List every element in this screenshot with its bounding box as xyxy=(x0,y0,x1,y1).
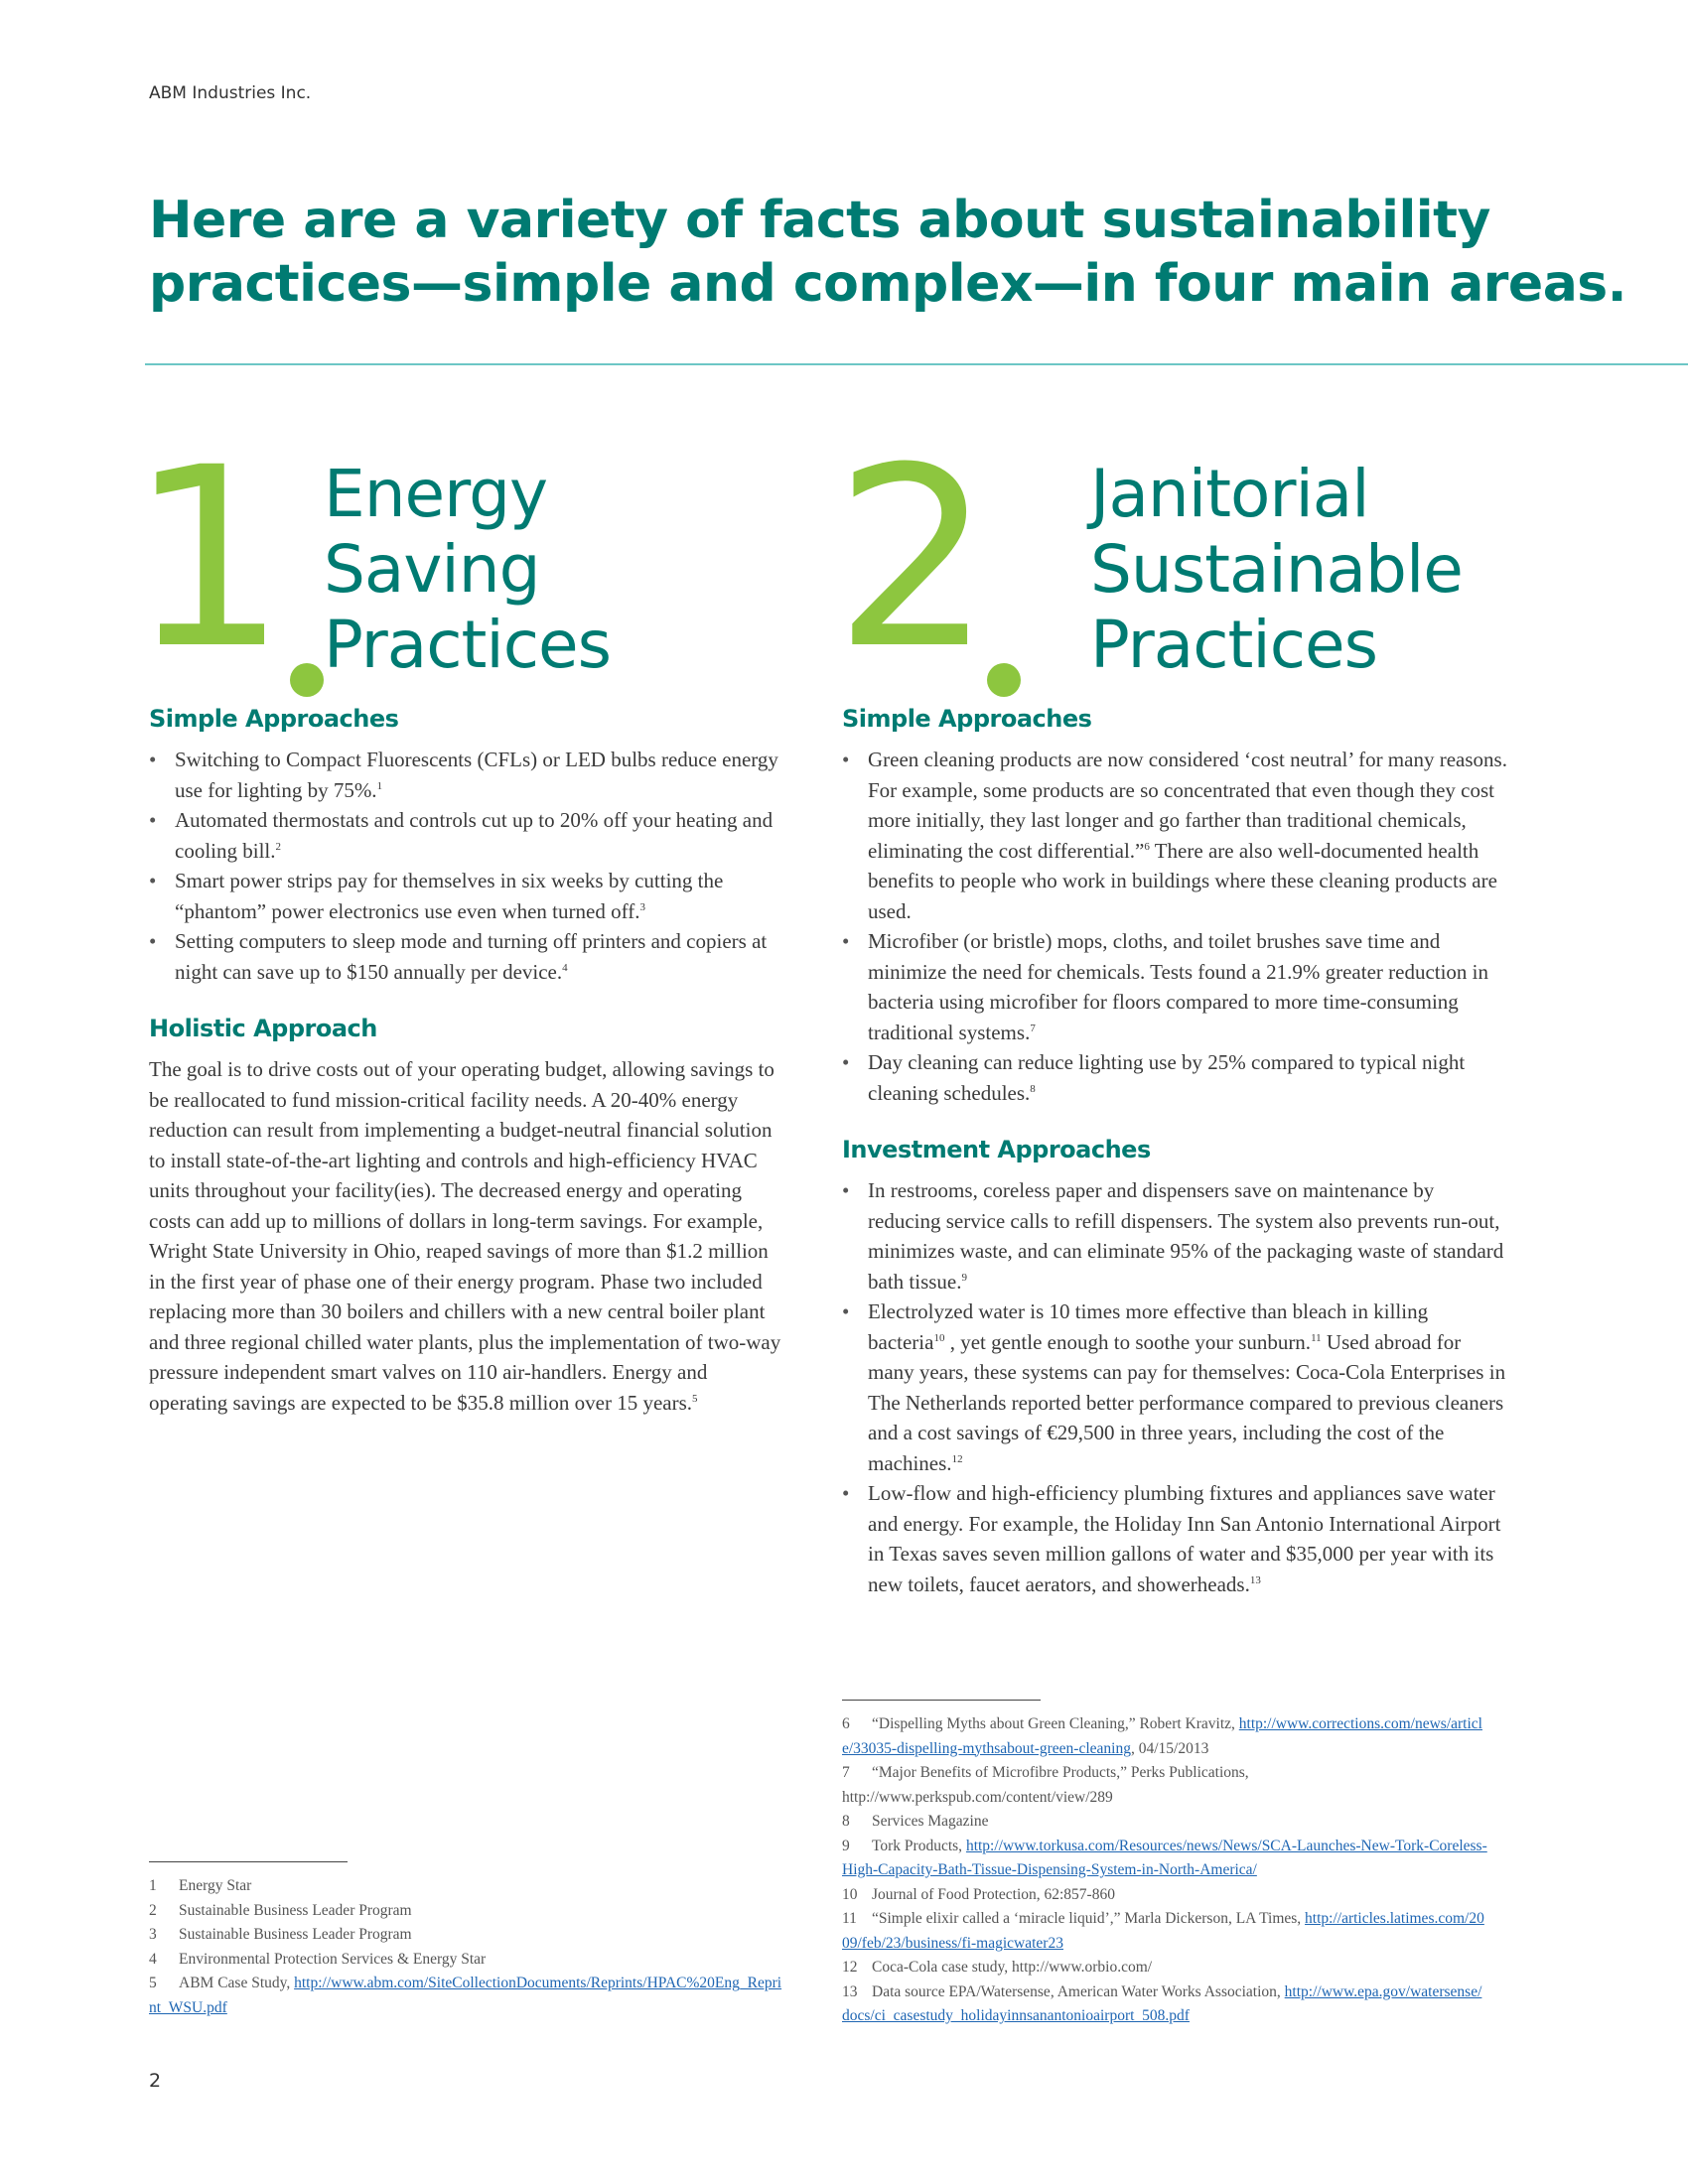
footnotes-right xyxy=(842,1700,1487,2029)
section-1-title-line: Practices xyxy=(324,607,611,683)
section-2-title xyxy=(1090,457,1463,683)
list-item: • Low-flow and high-efficiency plumbing fixtures and appliances save water and energy. For example, the Holiday Inn San Antonio International Airport in Texas saves seven million gallons of water and $35,000 per year with its new toilets, faucet aerators, and showerheads.$^{13}$ xyxy=(842,1478,1507,1599)
footnote-ref: 13 xyxy=(1249,1573,1261,1586)
headline-line-1: Here are a variety of facts about sustainability xyxy=(149,191,1490,250)
bullet-list xyxy=(842,1175,1507,1599)
bullet-list xyxy=(149,745,784,987)
footnote-link[interactable]: http://www.corrections.com/news/article/33035-dispelling-mythsabout-green-cleaning xyxy=(842,1715,1482,1757)
footnote: 3 Sustainable Business Leader Program xyxy=(149,1926,412,1943)
page-headline xyxy=(149,189,1626,316)
footnote-ref: 8 xyxy=(1030,1082,1036,1095)
list-item: • Green cleaning products are now considered ‘cost neutral’ for many reasons. For example, some products are so concentrated that even though they cost more initially, they last longer and go farther than traditional chemicals, eliminating the cost differential.”$^6$ There are also well-documented health benefits to people who work in buildings where these cleaning products are used. xyxy=(842,745,1507,926)
bullet-list xyxy=(842,745,1507,1108)
footnote: 9 Tork Products, http://www.torkusa.com/Resources/news/News/SCA-Launches-New-Tork-Coreless-High-Capacity-Bath-Tissue-Dispensing-System-in-North-America/ xyxy=(842,1837,1487,1878)
footnote: 4 Environmental Protection Services & Energy Star xyxy=(149,1950,487,1968)
footnote-ref: 9 xyxy=(961,1271,967,1284)
holistic-paragraph: The goal is to drive costs out of your operating budget, allowing savings to be reallocated to fund mission-critical facility needs. A 20-40% energy reduction can result from implementing a budget-neutral financial solution to install state-of-the-art lighting and controls and high-efficiency HVAC units throughout your facility(ies). The decreased energy and operating costs can add up to millions of dollars in long-term savings. For example, Wright State University in Ohio, reaped savings of more than $1.2 million in the first year of phase one of their energy program. Phase two included replacing more than 30 boilers and chillers with a new central boiler plant and three regional chilled water plants, plus the implementation of two-way pressure independent smart valves on 110 air-handlers. Energy and operating savings are expected to be $35.8 million over 15 years.$^5$ xyxy=(149,1057,781,1415)
footnote: 7 “Major Benefits of Microfibre Products,” Perks Publications, http://www.perkspub.com/content/view/289 xyxy=(842,1764,1249,1806)
footnote-ref: 5 xyxy=(692,1392,698,1405)
section-1-number: 1 xyxy=(129,414,282,703)
footnotes-left xyxy=(149,1861,784,2020)
list-item: • Switching to Compact Fluorescents (CFLs) or LED bulbs reduce energy use for lighting by 75%.$^1$ xyxy=(149,745,784,805)
footnote: 8 Services Magazine xyxy=(842,1813,989,1830)
section-2-number: 2 xyxy=(834,414,987,703)
footnote-ref: 3 xyxy=(639,900,645,913)
footnote-ref: 7 xyxy=(1030,1022,1036,1034)
section-1-title-line: Saving xyxy=(324,531,540,608)
footnote-link[interactable]: http://www.torkusa.com/Resources/news/News/SCA-Launches-New-Tork-Coreless-High-Capacity-Bath-Tissue-Dispensing-System-in-North-America/ xyxy=(842,1837,1487,1878)
list-item: • Electrolyzed water is 10 times more effective than bleach in killing bacteria$^{10}$ , yet gentle enough to soothe your sunburn.$^{11}$ Used abroad for many years, these systems can pay for themselves: Coca-Cola Enterprises in The Netherlands reported better performance compared to previous cleaners and a cost savings of €29,500 in three years, including the cost of the machines.$^{12}$ xyxy=(842,1297,1507,1478)
headline-line-2: practices—simple and complex—in four main areas. xyxy=(149,254,1626,314)
footnote: 2 Sustainable Business Leader Program xyxy=(149,1901,412,1919)
footnote-divider xyxy=(842,1700,1041,1701)
footnote-ref: 2 xyxy=(275,840,281,853)
footnote: 12 Coca-Cola case study, http://www.orbio.com/ xyxy=(842,1959,1153,1976)
header-divider xyxy=(145,363,1688,365)
footnote: 13 Data source EPA/Watersense, American Water Works Association, http://www.epa.gov/watersense/docs/ci_casestudy_holidayinnsanantonioairport_508.pdf xyxy=(842,1982,1482,2024)
footnote-ref: 12 xyxy=(951,1452,963,1465)
subheading-simple-approaches: Simple Approaches xyxy=(149,705,399,733)
list-item: • Day cleaning can reduce lighting use by 25% compared to typical night cleaning schedules.$^8$ xyxy=(842,1047,1507,1108)
footnote-link[interactable]: http://articles.latimes.com/2009/feb/23/business/fi-magicwater23 xyxy=(842,1910,1484,1952)
footnote-ref: 10 xyxy=(933,1331,945,1344)
footnote-ref: 11 xyxy=(1311,1331,1322,1344)
subheading-investment-approaches: Investment Approaches xyxy=(842,1136,1151,1163)
company-name: ABM Industries Inc. xyxy=(149,83,312,103)
footnote: 11 “Simple elixir called a ‘miracle liquid’,” Marla Dickerson, LA Times, http://articles.latimes.com/2009/feb/23/business/fi-magicwater23 xyxy=(842,1910,1484,1952)
section-1-header xyxy=(129,414,784,705)
section-1-dot xyxy=(290,663,324,697)
section-2-dot xyxy=(987,663,1021,697)
footnote-ref: 4 xyxy=(562,961,568,974)
subheading-simple-approaches: Simple Approaches xyxy=(842,705,1092,733)
list-item: • In restrooms, coreless paper and dispensers save on maintenance by reducing service calls to refill dispensers. The system also prevents run-out, minimizes waste, and can eliminate 95% of the packaging waste of standard bath tissue.$^9$ xyxy=(842,1175,1507,1297)
section-2-title-line: Practices xyxy=(1090,607,1377,683)
footnote: 10 Journal of Food Protection, 62:857-860 xyxy=(842,1885,1115,1903)
section-1-title xyxy=(324,457,611,683)
section-energy xyxy=(129,414,784,1418)
section-1-title-line: Energy xyxy=(324,456,548,532)
section-janitorial xyxy=(834,414,1507,1599)
section-2-title-line: Janitorial xyxy=(1090,456,1369,532)
footnote-link[interactable]: http://www.epa.gov/watersense/docs/ci_casestudy_holidayinnsanantonioairport_508.pdf xyxy=(842,1982,1482,2024)
footnote: 5 ABM Case Study, http://www.abm.com/SiteCollectionDocuments/Reprints/HPAC%20Eng_Reprint_WSU.pdf xyxy=(149,1975,782,2016)
footnote: 6 “Dispelling Myths about Green Cleaning,” Robert Kravitz, http://www.corrections.com/news/article/33035-dispelling-mythsabout-green-cleaning, 04/15/2013 xyxy=(842,1715,1482,1757)
subheading-holistic-approach: Holistic Approach xyxy=(149,1015,377,1042)
footnote-ref: 6 xyxy=(1144,840,1150,853)
page-number: 2 xyxy=(149,2070,162,2092)
section-2-title-line: Sustainable xyxy=(1090,531,1463,608)
footnote: 1 Energy Star xyxy=(149,1877,252,1894)
list-item: • Smart power strips pay for themselves in six weeks by cutting the “phantom” power electronics use even when turned off.$^3$ xyxy=(149,866,784,926)
section-2-header xyxy=(834,414,1507,705)
list-item: • Microfiber (or bristle) mops, cloths, and toilet brushes save time and minimize the need for chemicals. Tests found a 21.9% greater reduction in bacteria using microfiber for floors compared to more time-consuming traditional systems.$^7$ xyxy=(842,926,1507,1047)
list-item: • Automated thermostats and controls cut up to 20% off your heating and cooling bill.$^2$ xyxy=(149,805,784,866)
list-item: • Setting computers to sleep mode and turning off printers and copiers at night can save up to $150 annually per device.$^4$ xyxy=(149,926,784,987)
footnote-divider xyxy=(149,1861,348,1862)
footnote-ref: 1 xyxy=(376,779,383,792)
footnote-link[interactable]: http://www.abm.com/SiteCollectionDocuments/Reprints/HPAC%20Eng_Reprint_WSU.pdf xyxy=(149,1975,782,2016)
